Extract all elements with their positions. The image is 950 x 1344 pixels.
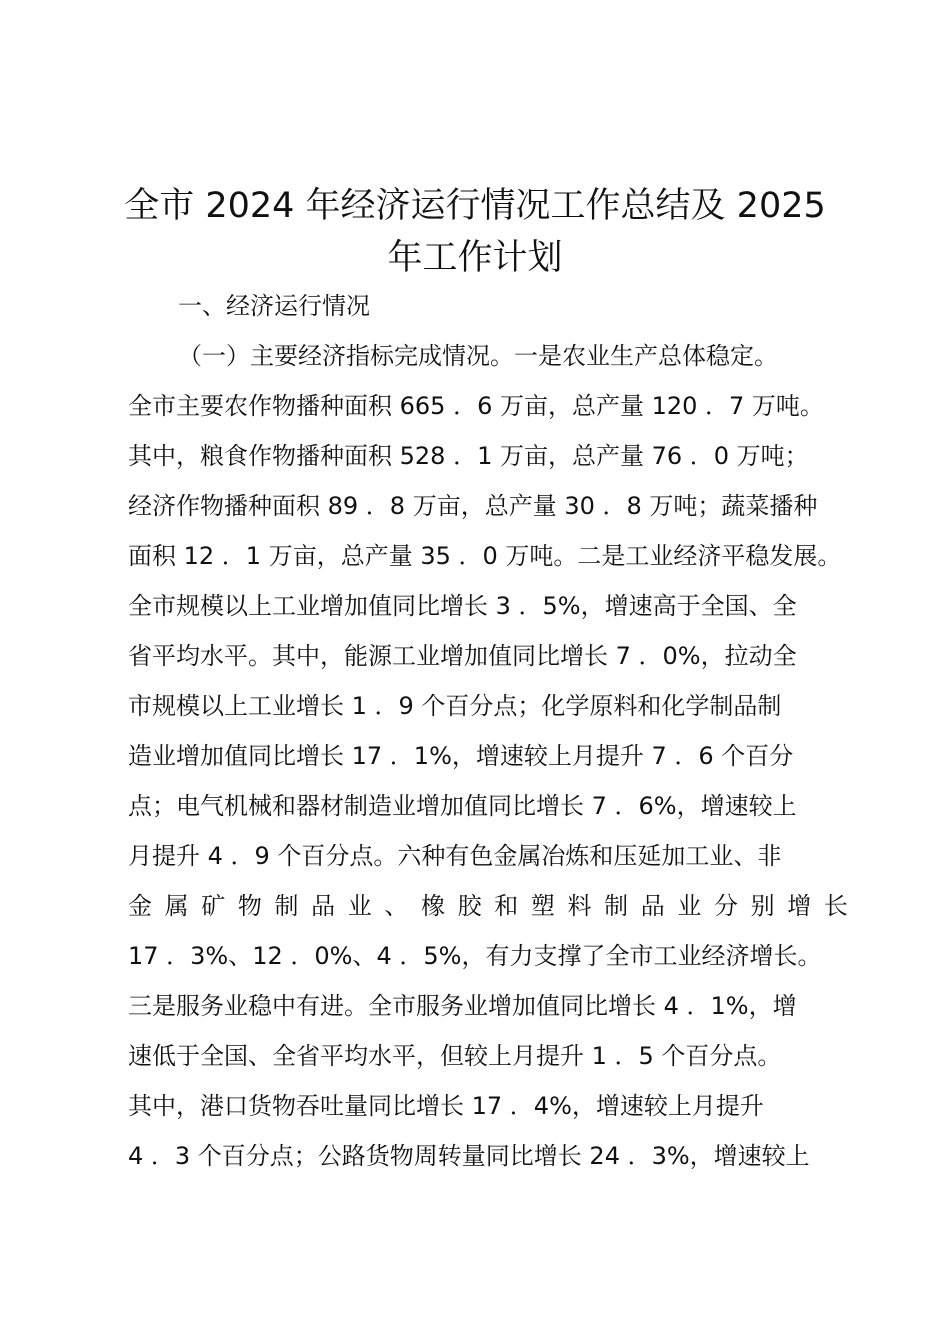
justified-char: 料 (567, 892, 592, 920)
justified-char: 制 (604, 892, 629, 920)
paragraph-line: 速低于全国、全省平均水平，但较上月提升 1 ．5 个百分点。 (128, 1042, 782, 1070)
justified-char: 金 (128, 892, 152, 920)
justified-char: 别 (750, 892, 775, 920)
justified-char: 橡 (421, 892, 445, 920)
justified-char: 长 (823, 892, 848, 920)
justified-char: 、 (384, 892, 409, 920)
paragraph-line: （一）主要经济指标完成情况。一是农业生产总体稳定。 (178, 342, 778, 370)
paragraph-line: 月提升 4 ．9 个百分点。六种有色金属冶炼和压延加工业、非 (128, 842, 782, 870)
justified-char: 塑 (530, 892, 555, 920)
paragraph-line: 面积 12 ．1 万亩，总产量 35 ．0 万吨。二是工业经济平稳发展。 (128, 542, 842, 570)
justified-char: 业 (677, 892, 702, 920)
paragraph-line: 经济作物播种面积 89 ．8 万亩，总产量 30 ．8 万吨；蔬菜播种 (128, 492, 818, 520)
justified-char: 属 (164, 892, 189, 920)
paragraph-line: 全市规模以上工业增加值同比增长 3 ．5%，增速高于全国、全 (128, 592, 797, 620)
justified-char: 业 (347, 892, 372, 920)
paragraph-line-justified (128, 886, 848, 936)
paragraph-line: 省平均水平。其中，能源工业增加值同比增长 7 ．0%，拉动全 (128, 642, 797, 670)
paragraph-line: 三是服务业稳中有进。全市服务业增加值同比增长 4 ．1%，增 (128, 992, 797, 1020)
justified-char: 品 (640, 892, 665, 920)
paragraph-line: 17 ．3%、12 ．0%、4 ．5%，有力支撑了全市工业经济增长。 (128, 942, 822, 970)
section-heading: 一、经济运行情况 (178, 292, 370, 320)
justified-char: 胶 (457, 892, 482, 920)
paragraph-line: 市规模以上工业增长 1 ．9 个百分点；化学原料和化学制品制 (128, 692, 782, 720)
document-title (0, 180, 950, 284)
paragraph-line: 全市主要农作物播种面积 665 ．6 万亩，总产量 120 ．7 万吨。 (128, 392, 824, 420)
title-line-2: 年工作计划 (387, 238, 563, 278)
justified-char: 增 (787, 892, 812, 920)
justified-char: 物 (237, 892, 262, 920)
paragraph-line: 4 ．3 个百分点；公路货物周转量同比增长 24 ．3%，增速较上 (128, 1142, 810, 1170)
body-paragraph (128, 336, 848, 1186)
paragraph-line: 其中，粮食作物播种面积 528 ．1 万亩，总产量 76 ．0 万吨； (128, 442, 809, 470)
title-line-1: 全市 2024 年经济运行情况工作总结及 2025 (124, 186, 826, 226)
justified-char: 和 (494, 892, 519, 920)
justified-char: 分 (714, 892, 738, 920)
paragraph-line: 造业增加值同比增长 17 ．1%，增速较上月提升 7 ．6 个百分 (128, 742, 794, 770)
paragraph-line: 点；电气机械和器材制造业增加值同比增长 7 ．6%，增速较上 (128, 792, 797, 820)
justified-char: 矿 (201, 892, 226, 920)
justified-char: 制 (274, 892, 299, 920)
paragraph-line: 其中，港口货物吞吐量同比增长 17 ．4%，增速较上月提升 (128, 1092, 764, 1120)
justified-char: 品 (311, 892, 336, 920)
